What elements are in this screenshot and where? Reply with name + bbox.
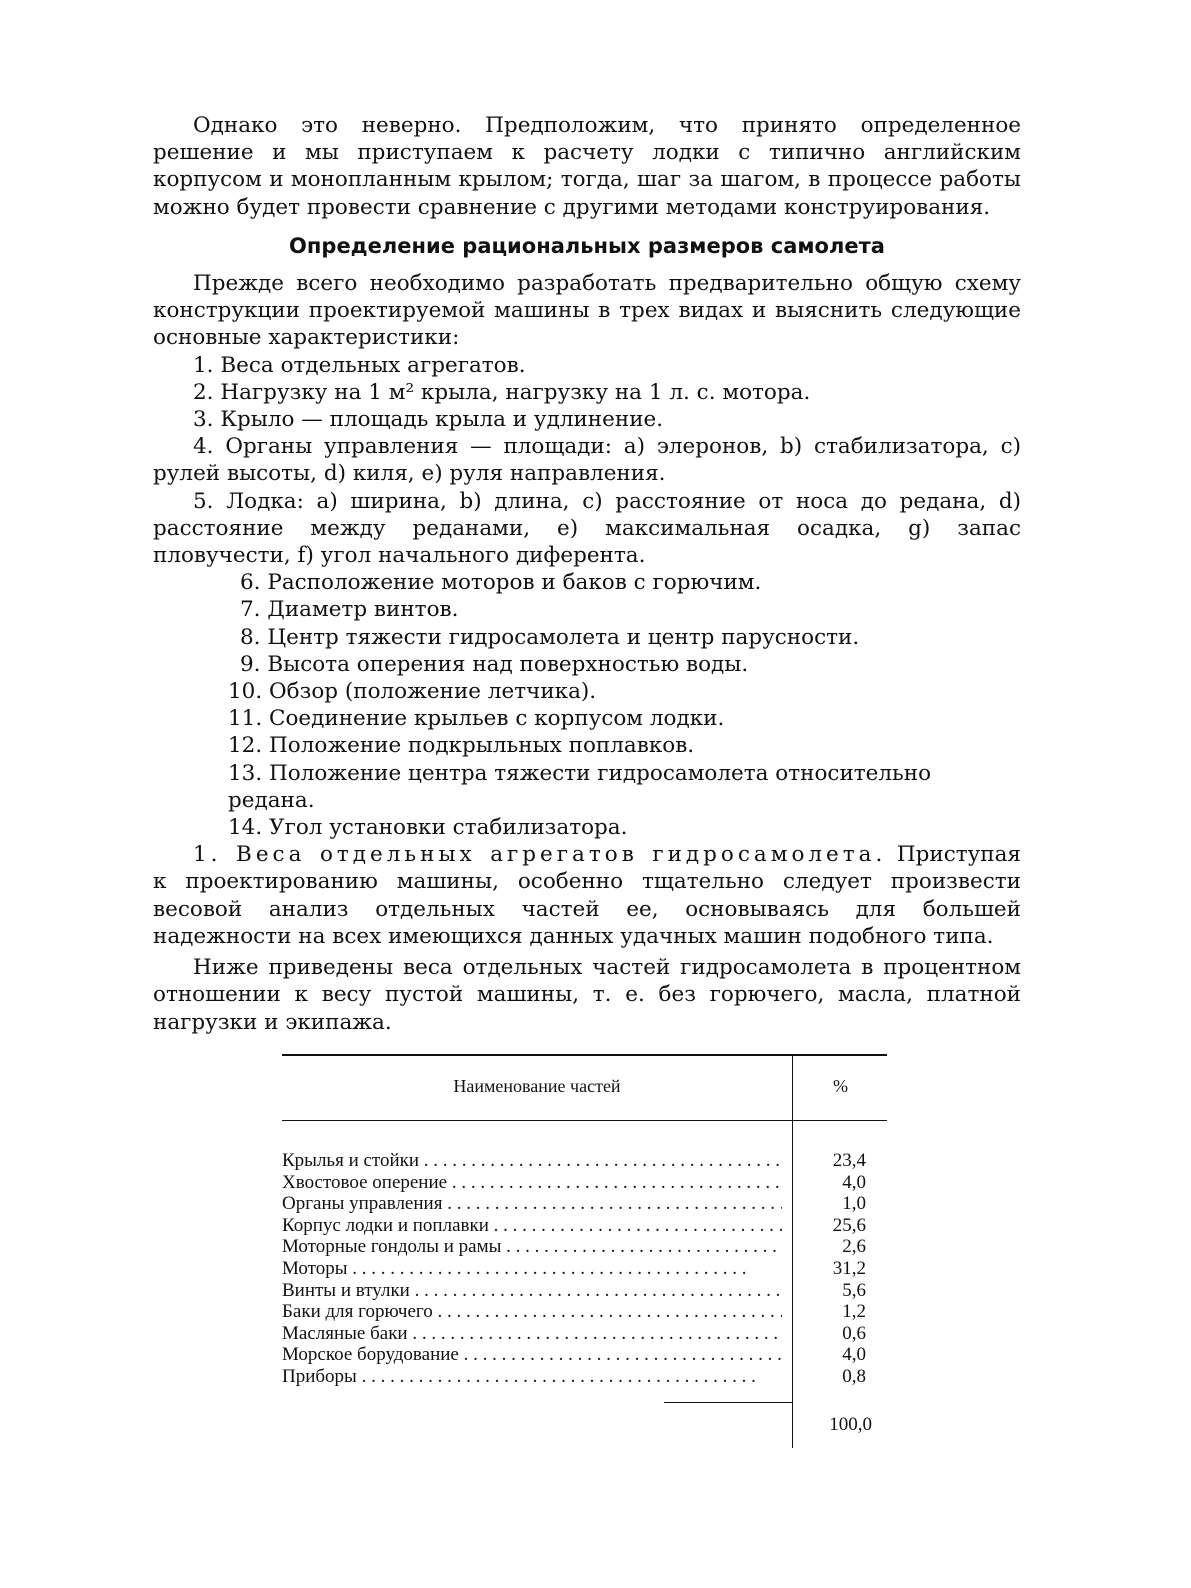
- list-item: 6. Расположение моторов и баков с горючим.: [240, 570, 762, 596]
- table-intro-paragraph: Ниже приведены веса отдельных частей гидросамолета в процентном отношении к весу пустой машины, т. е. без горючего, масла, платной нагрузки и экипажа.: [153, 955, 1021, 1035]
- row-value: 1,2: [842, 1301, 866, 1323]
- list-item: 13. Положение центра тяжести гидросамолета относительно редана.: [228, 760, 932, 813]
- list-item: 8. Центр тяжести гидросамолета и центр парусности.: [240, 624, 860, 650]
- table-row: [282, 1323, 887, 1345]
- list-item: 4. Органы управления — площади: а) элеронов, b) стабилизатора, c) рулей высоты, d) киля, e) руля направления.: [153, 434, 1021, 487]
- table-row: [282, 1258, 887, 1280]
- table-rows: [282, 1150, 887, 1388]
- table-row: [282, 1150, 887, 1172]
- row-name: Органы управления . . .: [282, 1193, 782, 1215]
- row-name: Моторы . . .: [282, 1258, 782, 1280]
- list-item: 14. Угол установки стабилизатора.: [228, 815, 628, 841]
- row-name: Моторные гондолы и рамы . . .: [282, 1236, 782, 1258]
- table-row: [282, 1366, 887, 1388]
- body-text: [153, 112, 1021, 1036]
- table-sum-rule: [664, 1402, 792, 1403]
- row-name: Баки для горючего . . .: [282, 1301, 782, 1323]
- section1-title: 1. Веса отдельных агрегатов гидросамолета.: [193, 842, 887, 868]
- row-value: 25,6: [832, 1214, 866, 1236]
- table-total: 100,0: [829, 1414, 872, 1435]
- row-name: Морское борудование . . .: [282, 1344, 782, 1366]
- table-row: [282, 1344, 887, 1366]
- row-value: 2,6: [842, 1236, 866, 1258]
- row-name: Винты и втулки . . .: [282, 1280, 782, 1302]
- table-row: [282, 1193, 887, 1215]
- list-item: 10. Обзор (положение летчика).: [228, 679, 597, 705]
- list-item: 7. Диаметр винтов.: [240, 597, 459, 623]
- intro-paragraph: Однако это неверно. Предположим, что принято определенное решение и мы приступаем к расчету лодки с типично английским корпусом и монопланным крылом; тогда, шаг за шагом, в процессе работы можно будет провести сравнение с другими методами конструирования.: [153, 113, 1021, 220]
- table-top-rule: [282, 1054, 887, 1056]
- row-value: 1,0: [842, 1193, 866, 1215]
- characteristics-list: [153, 352, 1021, 842]
- table-row: [282, 1215, 887, 1237]
- list-item: 12. Положение подкрыльных поплавков.: [228, 733, 695, 759]
- row-value: 5,6: [842, 1279, 866, 1301]
- list-item: 5. Лодка: а) ширина, b) длина, c) расстояние от носа до редана, d) расстояние между реданами, e) максимальная осадка, g) запас пловучести, f) угол начального диферента.: [153, 488, 1021, 569]
- row-value: 4,0: [842, 1344, 866, 1366]
- row-value: 0,6: [842, 1322, 866, 1344]
- list-item: 2. Нагрузку на 1 м² крыла, нагрузку на 1 л. с. мотора.: [193, 379, 811, 405]
- list-item: 9. Высота оперения над поверхностью воды.: [240, 651, 749, 677]
- table-row: [282, 1172, 887, 1194]
- table-header-percent: %: [833, 1076, 848, 1096]
- list-item: 3. Крыло — площадь крыла и удлинение.: [193, 407, 664, 433]
- section-heading: Определение рациональных размеров самолета: [289, 233, 885, 258]
- row-value: 0,8: [842, 1365, 866, 1387]
- row-name: Приборы . . .: [282, 1366, 782, 1388]
- table-row: [282, 1236, 887, 1258]
- row-name: Масляные баки . . .: [282, 1323, 782, 1345]
- row-name: Крылья и стойки . . .: [282, 1150, 782, 1172]
- section1-paragraph: [153, 841, 1021, 950]
- row-name: Корпус лодки и поплавки . . .: [282, 1215, 782, 1237]
- row-value: 31,2: [832, 1257, 866, 1279]
- section1-text: Приступая к проектированию машины, особенно тщательно следует произвести весовой анализ отдельных частей ее, основываясь для большей надежности на всех имеющихся данных удачных машин подобного типа.: [153, 842, 1021, 949]
- table-header-name: Наименование частей: [453, 1076, 621, 1096]
- row-value: 23,4: [832, 1150, 866, 1171]
- table-row: [282, 1301, 887, 1323]
- list-item: 11. Соединение крыльев с корпусом лодки.: [228, 706, 725, 732]
- lead-paragraph: Прежде всего необходимо разработать предварительно общую схему конструкции проектируемой машины в трех видах и выяснить следующие основные характеристики:: [153, 271, 1021, 351]
- row-name: Хвостовое оперение . . .: [282, 1172, 782, 1194]
- table-row: [282, 1280, 887, 1302]
- row-value: 4,0: [842, 1171, 866, 1193]
- table-header-rule: [282, 1120, 887, 1121]
- list-item: 1. Веса отдельных агрегатов.: [193, 352, 526, 378]
